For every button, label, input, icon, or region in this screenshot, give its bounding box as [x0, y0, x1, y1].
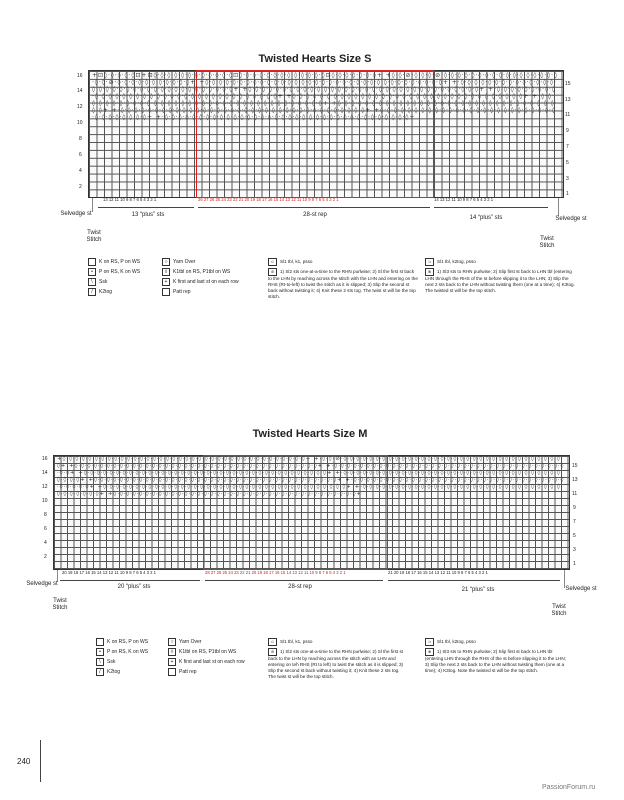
column-numbers-left: 20 19 18 17 16 15 14 13 12 11 10 9 8 7 6 5 4 3 2 1: [62, 570, 156, 575]
selvedge-line: [558, 198, 559, 216]
selvedge-line: [92, 198, 93, 212]
yarn-over-icon: ○: [168, 638, 176, 646]
row-number: 14: [42, 470, 48, 476]
row-number: 14: [77, 88, 83, 94]
plus-sts-left-label: 20 “plus” sts: [117, 584, 151, 590]
twist-stitch-left-label: Twist Stitch: [86, 230, 102, 243]
row-number: 6: [44, 526, 47, 532]
ssk-icon: \: [88, 278, 96, 286]
legend-sl1k2tog: Sl1 tbl, k2tog, psso: [437, 639, 476, 645]
legend-kfirst: K first and last st on each row: [173, 278, 239, 285]
selvedge-right-label: Selvedge st: [565, 586, 597, 592]
sl1-icon: ⊂: [268, 638, 277, 646]
kfirst-icon: +: [162, 278, 170, 286]
k1tbl-icon: ◊: [168, 648, 176, 656]
column-numbers-right: 21 20 19 18 17 16 15 14 13 12 11 10 9 8 7 6 5 4 3 2 1: [388, 570, 488, 575]
twist-stitch-right-label: Twist Stitch: [551, 604, 567, 617]
legend-twist-right: 1) Sl3 sts to RHN purlwise; 2) Slip first st back to LHN tbl (entering LHN through the RHS of the st before slipping it to the LHN; 3) Slip the next 2 sts back to the LHN without twisting them (one at a time); 4) K3tog. Note the twisted st will be the top stitch.: [425, 649, 566, 673]
plus-sts-right-label: 14 “plus” sts: [469, 215, 503, 221]
row-number: 11: [565, 112, 571, 118]
k1tbl-icon: ◊: [162, 268, 170, 276]
column-numbers-left: 13 12 11 10 9 8 7 6 5 4 3 2 1: [103, 197, 157, 202]
selvedge-right-label: Selvedge st: [555, 216, 587, 222]
row-number: 12: [42, 484, 48, 490]
legend-sl1: Sl1 tbl, k1, psso: [280, 639, 313, 645]
page-number: 240: [17, 757, 31, 766]
legend-yo: Yarn Over: [173, 258, 196, 265]
row-number: 10: [42, 498, 48, 504]
twist-right-icon: ⊗: [425, 268, 434, 276]
row-number: 11: [572, 491, 578, 497]
sl1k2tog-icon: ⊃: [425, 258, 434, 266]
row-number: 7: [566, 144, 569, 150]
legend-k2tog: K2tog: [107, 668, 121, 675]
row-number: 15: [565, 81, 571, 87]
brace-repeat: [198, 204, 430, 208]
row-number: 5: [566, 160, 569, 166]
column-numbers-repeat: 26 27 26 25 24 23 22 21 20 19 18 17 16 15 14 13 12 11 10 9 8 7 6 5 4 3 2 1: [198, 197, 339, 202]
legend-k2tog: K2tog: [99, 288, 113, 295]
column-numbers-right: 14 13 12 11 10 9 8 7 6 5 4 3 2 1: [434, 197, 494, 202]
legend-k1tbl: K1tbl on RS, P1tbl on WS: [179, 648, 237, 655]
plus-sts-left-label: 13 “plus” sts: [131, 212, 165, 218]
purl-icon: •: [88, 268, 96, 276]
patt-rep-icon: [162, 288, 170, 296]
purl-icon: •: [96, 648, 104, 656]
row-number: 9: [566, 128, 569, 134]
row-number: 13: [572, 477, 578, 483]
chart-symbols-m: +◊·◊·◊·◊·◊·◊·◊·◊·◊·◊·◊·◊·◊·◊·◊·◊·◊·◊·◊·◊·◊·◊·◊·◊·◊·◊·◊·◊·◊·◊·◊·◊·◊·◊·◊·◊·◊·◊+ +·◊·◊·⊘·◊·◊·◊·◊·◊·◊·◊·◊·◊·◊·◊·◊·◊·◊·◊·◊·◊·◊·◊·◊·◊·◊·◊·◊·◊·◊·◊·◊·◊·◊·◊·◊·◊·◊·◊+ +◊·◊·◊·◊·◊·◊·◊·◊·◊·◊·◊·◊·◊·◊·◊·◊·◊·◊·◊·◊·◊·◊·◊·◊·◊·◊·◊·◊·◊·◊·◊·◊·◊·◊·◊·◊·◊·◊+ +·◊·◊·◊·◊·◊·◊·◊·◊·◊·◊·◊·◊·◊·◊·◊·◊·◊·◊·◊·◊·◊·◊·◊·◊·◊·◊·◊·◊·◊·◊·◊·◊·◊·◊·◊·◊·◊·◊+ +◊·◊·◊·◊·◊·◊·◊·◊·◊·◊·◊·◊·◊·◊·◊·◊·◊·◊·◊·◊·◊·◊·◊·◊·◊·◊·◊·◊·◊·◊·◊·◊·◊·◊·◊·◊·◊·◊+ +·◊·◊·◊·◊·◊·◊·◊·◊·◊·◊·◊·◊·◊·◊·◊·◊·◊·◊·◊·◊·◊·◊·◊·◊·◊·◊·◊·◊·◊·◊·◊·◊·◊·◊·◊·◊·◊·◊+ +◊·◊·◊·◊·◊·◊·◊·◊·◊·◊·◊·◊·◊·◊·◊·◊·◊·◊·◊·◊·◊·◊·◊·◊·◊·◊·◊·◊·◊·◊·◊·◊·◊·◊·◊·◊·◊·◊+ +·◊·◊·◊·◊·◊·◊·◊·◊·◊·◊·◊·◊·◊·◊·◊·◊·◊·◊·◊·◊·◊·◊·◊·◊·◊·◊·◊·◊·◊·◊·◊·◊·◊·◊·◊·◊·◊·◊+ +◊·◊·◊·◊·◊·◊·◊·◊·◊·◊·◊·◊·◊·◊·◊·◊·◊·◊·◊·◊·◊·◊·◊·◊·◊·◊·◊·◊·◊·◊·◊·◊·◊·◊·◊·◊·◊·◊+ +·◊·◊·◊·◊·◊·◊·◊·◊·◊·◊·◊·◊·◊·◊·◊·◊·◊·◊·◊·◊·◊·◊·◊·◊·◊·◊·◊·◊·◊·◊·◊·◊·◊·◊·◊·◊·◊·◊+ +◊·◊·◊·◊·◊·◊·◊·◊·◊·◊·◊·◊·◊·◊·◊·◊·◊·◊·◊·◊·◊·◊·◊·◊·◊·◊·◊·◊·◊·◊·◊·◊·◊·◊·◊·◊·◊·◊+: [57, 456, 565, 497]
knit-icon: [88, 258, 96, 266]
chart-title-m: Twisted Hearts Size M: [252, 428, 368, 440]
twist-stitch-left-label: Twist Stitch: [52, 598, 68, 611]
legend-p: P on RS, K on WS: [99, 268, 141, 275]
legend-k: K on RS, P on WS: [107, 638, 149, 645]
row-number: 1: [573, 561, 576, 567]
row-number: 5: [573, 533, 576, 539]
row-number: 13: [565, 97, 571, 103]
legend-twist-right: 1) Sl3 sts to RHN purlwise; 2) Slip first st back to LHN tbl (entering LHN through the RHS of the st before slipping it to the LHN; 3) Slip the next 2 sts back to the LHN without twisting them (one at a time); 4) K3tog. The twisted st will be the top stitch.: [425, 269, 575, 293]
legend-s-col3: [268, 258, 418, 300]
brace-repeat: [205, 577, 383, 581]
row-number: 9: [573, 505, 576, 511]
selvedge-left-label: Selvedge st: [26, 581, 58, 587]
kfirst-icon: +: [168, 658, 176, 666]
row-number: 3: [573, 547, 576, 553]
sl1k2tog-icon: ⊃: [425, 638, 434, 646]
row-number: 8: [79, 136, 82, 142]
legend-p: P on RS, K on WS: [107, 648, 149, 655]
row-number: 16: [42, 456, 48, 462]
row-number: 2: [79, 184, 82, 190]
row-number: 16: [77, 73, 83, 79]
twist-left-icon: ⊘: [268, 648, 277, 656]
legend-pattrep: Patt rep: [173, 288, 191, 295]
column-numbers-repeat: 28 27 26 25 24 23 22 21 20 19 18 17 16 15 14 13 12 11 10 9 8 7 6 5 4 3 2 1: [205, 570, 346, 575]
twist-left-icon: ⊘: [268, 268, 277, 276]
twist-stitch-right-label: Twist Stitch: [539, 236, 555, 249]
legend-sl1: Sl1 tbl, k1, psso: [280, 259, 313, 265]
selvedge-left-label: Selvedge st: [60, 211, 92, 217]
legend-twist-left: 1) Sl2 sts one-at-a-time to the RHN purlwise; 2) Sl the first st back to the LHN by reaching across the stitch with an LHN and entering on teh RHS (Rt to left) to twist the stitch as it is slipped; 3) Slip the second st back without twisting it; 4) Knit these 2 sts tog. The twist st will be the top stitch.: [268, 649, 404, 679]
row-number: 4: [79, 168, 82, 174]
ssk-icon: \: [96, 658, 104, 666]
row-number: 6: [79, 152, 82, 158]
k2tog-icon: /: [88, 288, 96, 296]
brace-right-plus: [388, 577, 560, 581]
legend-m-col3: [268, 638, 408, 680]
watermark: PassionForum.ru: [542, 784, 596, 791]
row-number: 2: [44, 554, 47, 560]
k2tog-icon: /: [96, 668, 104, 676]
row-number: 10: [77, 120, 83, 126]
brace-left-plus: [98, 204, 194, 208]
patt-rep-icon: [168, 668, 176, 676]
knit-icon: [96, 638, 104, 646]
row-number: 7: [573, 519, 576, 525]
row-number: 8: [44, 512, 47, 518]
legend-ssk: Ssk: [99, 278, 108, 285]
row-number: 12: [77, 104, 83, 110]
plus-sts-right-label: 21 “plus” sts: [461, 587, 495, 593]
row-number: 3: [566, 176, 569, 182]
yarn-over-icon: ○: [162, 258, 170, 266]
legend-m: [96, 638, 176, 678]
legend-s: [88, 258, 166, 298]
legend-kfirst: K first and last st on each row: [179, 658, 245, 665]
legend-sl1k2tog: Sl1 tbl, k2tog, psso: [437, 259, 476, 265]
legend-m-col2: [168, 638, 258, 678]
sl1-icon: ⊂: [268, 258, 277, 266]
row-number: 1: [566, 191, 569, 197]
repeat-label: 28-st rep: [303, 212, 327, 218]
legend-pattrep: Patt rep: [179, 668, 197, 675]
legend-twist-left: 1) Sl2 sts one-at-a-time to the RHN purlwise; 2) Sl the first st back to the LHN by reaching across the stitch with the LHN and entering on the RHS (Rt-to-left) to twist the stitch as it is slipped; 3) Slip the second st back without twisting it; 4) Knit these 2 sts tog. The twist st will be the top stitch.: [268, 269, 418, 299]
chart-symbols-s: +⊡◊·◊·◊·◊·◊⊡+⊡◊·◊·◊·◊·◊·◊·◊·◊·◊·◊·◊·◊⊡◊·◊·◊·◊·◊·◊·◊·◊·◊·◊·◊·◊·◊⊡◊·◊·◊·◊·◊·◊·◊+ +◊·◊·⊘·◊·◊·◊·⊘·◊·◊·◊·◊·◊·◊·◊·◊·◊·◊·◊·◊·◊·◊·◊·◊·◊·◊·◊·⊘·◊·◊·◊·◊·◊·◊·◊·◊·◊·◊·◊+ +◊·◊·◊·◊·◊·◊·◊·◊·◊·◊·◊·◊·◊·◊·◊·◊·◊·◊·◊·◊·◊·◊·◊·◊·◊·◊·◊·◊·◊·◊·◊·◊·◊·◊·◊+ +·◊·◊·◊·◊·◊·◊·◊·◊·◊·◊·◊·◊·◊·◊·◊·◊·◊·◊·◊·◊·◊·◊·◊·◊·◊·◊·◊·◊·◊·◊·◊·◊·◊·◊·◊+ +◊·◊·◊·◊·◊·◊·◊·◊·◊·◊·◊·◊·◊·◊·◊·◊·◊·◊·◊·◊·◊·◊·◊·◊·◊·◊·◊·◊·◊·◊·◊·◊·◊·◊+ +·◊·◊·◊·◊·◊·◊·◊·◊·◊·◊·◊·◊·◊·◊·◊·◊·◊·◊·◊·◊·◊·◊·◊·◊·◊·◊·◊·◊·◊·◊·◊·◊·◊·◊·◊·◊+ +◊·◊·◊·◊·◊·◊·◊·◊·◊·◊·◊·◊·◊·◊·◊·◊·◊·◊·◊·◊·◊·◊·◊·◊·◊·◊·◊·◊·◊·◊·◊·◊·◊·◊+ +·◊·◊·◊·◊·◊·◊·◊·◊·◊·◊·◊·◊·◊·◊·◊·◊·◊·◊·◊·◊·◊·◊·◊·◊·◊·◊·◊·◊·◊·◊·◊·◊·◊·◊·◊·◊+ +◊·◊·◊·◊·◊·◊·◊·◊·◊·◊·◊·◊·◊·◊·◊·◊·◊·◊·◊·◊·◊·◊·◊·◊·◊·◊·◊·◊·◊·◊·◊·◊·◊·◊+ +·◊·◊·◊·◊·◊·◊·◊·◊·◊·◊·◊·◊·◊·◊·◊·◊·◊·◊·◊·◊·◊·◊·◊·◊·◊·◊·◊·◊·◊·◊·◊·◊·◊·◊·◊·◊+ +◊·◊·◊·◊·◊·◊·◊·◊·◊·◊·◊·◊·◊·◊·◊·◊·◊·◊·◊·◊·◊·◊·◊·◊·◊·◊·◊·◊·◊·◊·◊·◊·◊·◊+ +·◊·◊·◊·◊·◊·◊·◊·◊·◊·◊·◊·◊·◊·◊·◊·◊·◊·◊·◊·◊·◊·◊·◊·◊·◊·◊·◊·◊·◊·◊·◊·◊·◊·◊·◊·◊+: [92, 72, 558, 121]
twist-right-icon: ⊗: [425, 648, 434, 656]
brace-left-plus: [60, 577, 200, 581]
chart-title-s: Twisted Hearts Size S: [258, 53, 372, 65]
legend-k1tbl: K1tbl on RS, P1tbl on WS: [173, 268, 231, 275]
repeat-label: 28-st rep: [288, 584, 312, 590]
legend-ssk: Ssk: [107, 658, 116, 665]
page-margin-line: [40, 740, 41, 782]
row-number: 4: [44, 540, 47, 546]
legend-s-col4: [425, 258, 575, 294]
legend-k: K on RS, P on WS: [99, 258, 141, 265]
legend-m-col4: [425, 638, 570, 674]
legend-yo: Yarn Over: [179, 638, 202, 645]
legend-s-col2: [162, 258, 248, 298]
row-number: 15: [572, 463, 578, 469]
brace-right-plus: [434, 204, 548, 208]
